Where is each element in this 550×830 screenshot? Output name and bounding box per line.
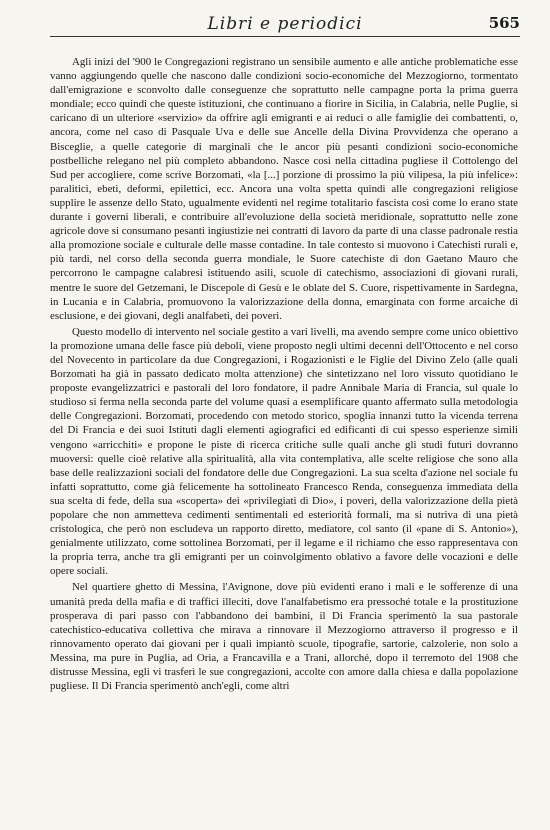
paragraph: Questo modello di intervento nel sociale gestito a vari livelli, ma avendo sempre come unico obiettivo la promozione umana delle fasce più deboli, viene proposto negli ultimi decenni dell'Ottocento e nel corso del Novecento in particolare da due Congregazioni, i Rogazionisti e le Figlie del Divino Zelo (alle quali Borzomati ha già in passato dedicato molta attenzione) che sintetizzano nel loro vissuto quotidiano le proposte evangelizzatrici e pastorali del loro fondatore, il padre Annibale Maria di Francia, sul quale lo studioso si ferma nella seconda parte del volume quasi a esemplificare quanto affermato sulla metodologia delle Congregazioni. Borzomati, procedendo con metodo storico, spoglia innanzi tutto la vicenda terrena del Di Francia e dei suoi Istituti dagli elementi agiografici ed edificanti di cui spesso esperienze simili vengono «arricchiti» e propone le piste di ricerca critiche sulle quali anche gli studi futuri dovranno muoversi: quelle cioè relative alla spiritualità, alla vita contemplativa, alle scelte religiose che sono alla base delle realizzazioni sociali del fondatore delle due Congregazioni. La sua scelta d'azione nel sociale fu infatti soprattutto, come già felicemente ha sottolineato Francesco Renda, conseguenza immediata della sua scelta di fede, della sua «scoperta» dei «privilegiati di Dio», i poveri, della valorizzazione della pietà popolare che non ammetteva cedimenti sentimentali ed esteriorità formali, ma si nutriva di una pietà cristologica, che però non escludeva un rapporto diretto, mediatore, col santo (il «pane di S. Antonio»), genialmente utilizzato, come sottolinea Borzomati, per il legame e il richiamo che esso rappresentava con la propria terra, anche tra gli emigranti per un coinvolgimento oblativo a favore delle vocazioni e delle opere sociali. bbox=[50, 325, 518, 578]
body-text bbox=[50, 55, 518, 693]
running-title: Libri e periodici bbox=[207, 14, 363, 34]
page-number: 565 bbox=[488, 14, 520, 32]
header-rule bbox=[50, 36, 520, 37]
paragraph: Agli inizi del '900 le Congregazioni registrano un sensibile aumento e alle antiche problematiche esse vanno aggiungendo quelle che nascono dalle condizioni socio-economiche del Mezzogiorno, tormentato dall'emigrazione e sconvolto dalle conseguenze che soprattutto nelle campagne porta la prima guerra mondiale; ecco quindi che queste istituzioni, che continuano a fiorire in Sicilia, in Calabria, nelle Puglie, si caricano di un ulteriore «servizio» da offrire agli emigranti e ai reduci o alle famiglie dei combattenti, o, ancora, come nel caso di Pasquale Uva e delle sue Ancelle della Divina Provvidenza che operano a Bisceglie, a quelle categorie di marginali che le ancor più pesanti condizioni socio-economiche postbelliche relegano nel più completo abbandono. Nasce così nella cittadina pugliese il Cottolengo del Sud per accogliere, come scrive Borzomati, «la [...] porzione di prossimo la più vilipesa, la più infelice»: paralitici, ebeti, deformi, epilettici, ecc. Ancora una volta spetta quindi alle congregazioni religiose supplire le assenze dello Stato, ugualmente evidenti nel regime totalitario fascista così come lo erano state durante i governi liberali, e contribuire all'evoluzione della società meridionale, soprattutto nelle zone agricole dove si consumano pesanti ingiustizie nei contratti di lavoro da parte di una classe padronale restia alla promozione sociale e culturale delle masse contadine. In tale contesto si muovono i Catechisti rurali e, più tardi, nel corso della seconda guerra mondiale, le Suore catechiste di don Gaetano Mauro che percorrono le campagne calabresi istituendo asili, scuole di catechismo, associazioni di giovani rurali, mentre le suore del Getzemani, le Discepole di Gesù e le oblate del S. Cuore, rispettivamente in Sardegna, in Lucania e in Calabria, promuovono la valorizzazione della donna, emarginata con forme arcaiche di esclusione, e dei giovani, degli analfabeti, dei poveri. bbox=[50, 56, 518, 322]
paragraph: Nel quartiere ghetto di Messina, l'Avignone, dove più evidenti erano i mali e le sofferenze di una umanità preda della mafia e di traffici illeciti, dove l'analfabetismo era pressoché totale e la prostituzione prosperava di pari passo con l'abbandono dei bambini, il Di Francia sperimentò la sua pastorale catechistico-educativa collettiva che mirava a rinnovare il Mezzogiorno attraverso il progresso e il rinnovamento operato dai giovani per i quali impiantò scuole, tipografie, sartorie, calzolerie, non solo a Messina, ma pure in Puglia, ad Oria, a Francavilla e a Trani, allorché, dopo il terremoto del 1908 che distrusse Messina, egli vi trasferì le sue congregazioni, accolte con amore dalla chiesa e dalla popolazione pugliese. Il Di Francia sperimentò anch'egli, come altri bbox=[50, 581, 518, 693]
running-header bbox=[50, 14, 520, 38]
